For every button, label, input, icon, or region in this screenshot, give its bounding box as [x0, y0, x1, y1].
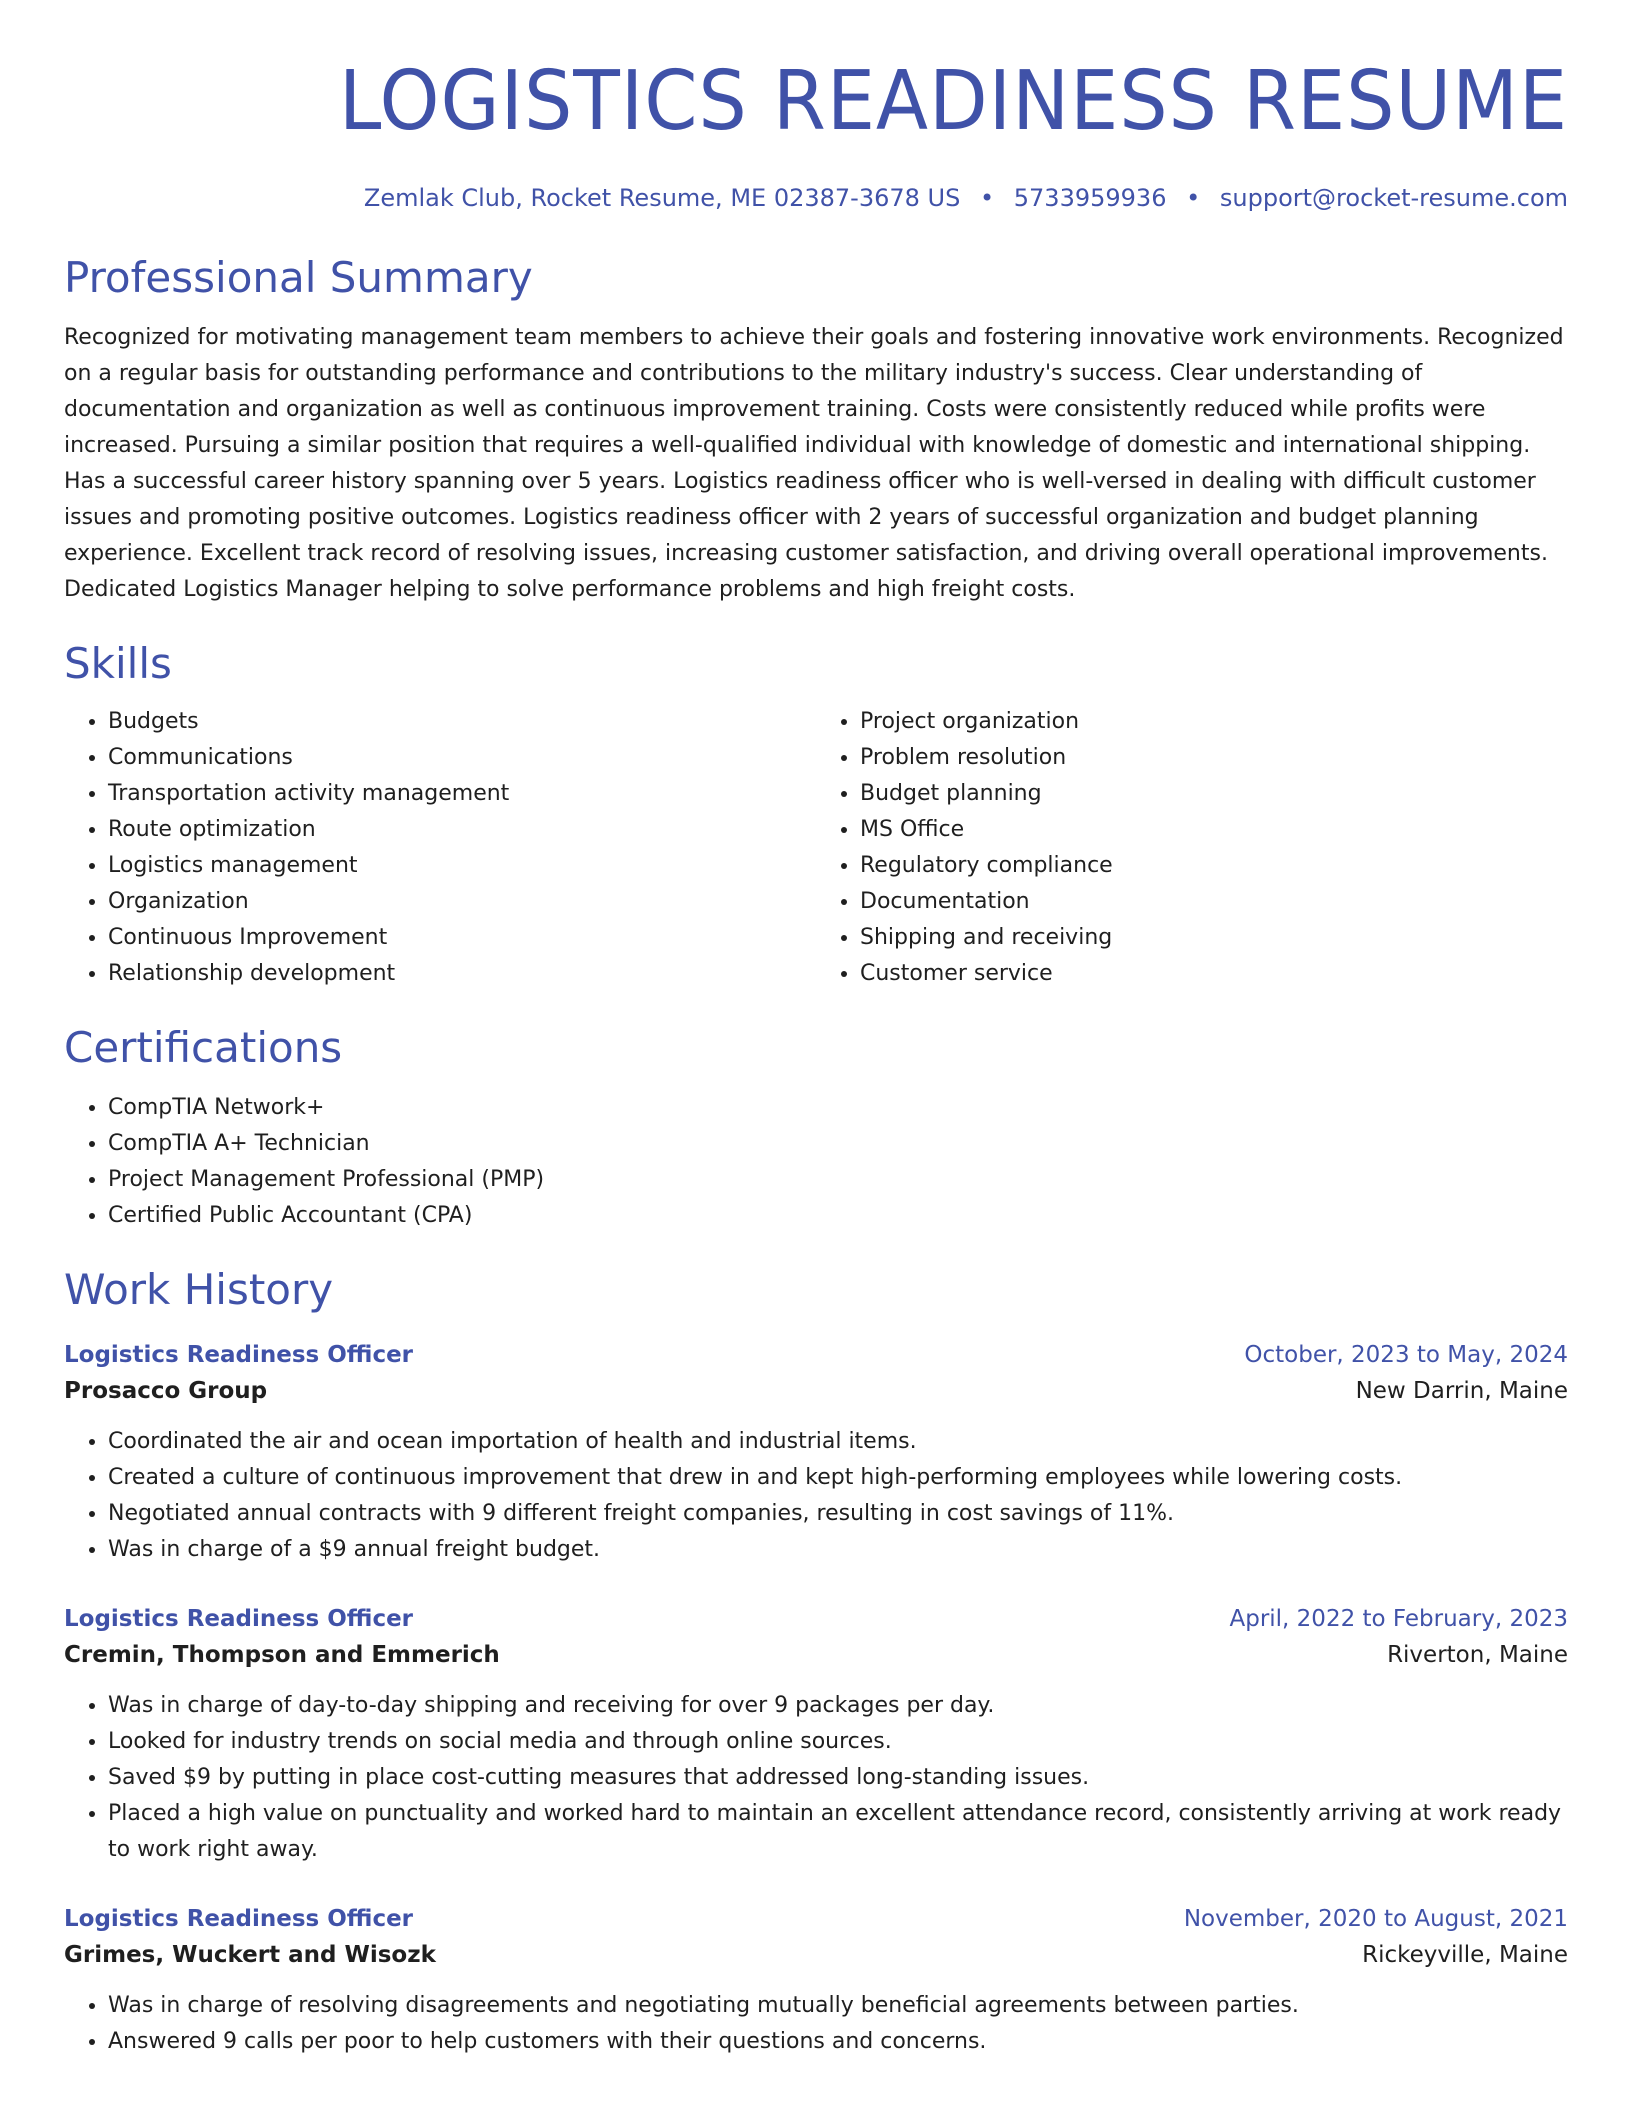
- job-header: [64, 1902, 1568, 1936]
- job-bullet: • Saved $9 by putting in place cost-cutting measures that addressed long-standing issues.: [108, 1760, 1568, 1796]
- job-employer-row: [64, 1372, 1568, 1410]
- contact-phone: 5733959936: [1013, 184, 1167, 212]
- job-entry: [64, 1902, 1568, 2060]
- summary-text: Recognized for motivating management team members to achieve their goals and fostering innovative work environments. Recognized on a regular basis for outstanding performance and contributions to the military industry's success. Clear understanding of documentation and organization as well as continuous improvement training. Costs were consistently reduced while profits were increased. Pursuing a similar position that requires a well-qualified individual with knowledge of domestic and international shipping. Has a successful career history spanning over 5 years. Logistics readiness officer who is well-versed in dealing with difficult customer issues and promoting positive outcomes. Logistics readiness officer with 2 years of successful organization and budget planning experience. Excellent track record of resolving issues, increasing customer satisfaction, and driving overall operational improvements. Dedicated Logistics Manager helping to solve performance problems and high freight costs.: [64, 325, 1564, 602]
- resume-page: [64, 52, 1568, 2060]
- job-bullet: • Created a culture of continuous improvement that drew in and kept high-performing employees while lowering costs.: [108, 1460, 1568, 1496]
- skill-item: • Shipping and receiving: [860, 920, 1568, 956]
- skill-item: • Budgets: [108, 704, 816, 740]
- job-bullet: • Was in charge of day-to-day shipping and receiving for over 9 packages per day.: [108, 1688, 1568, 1724]
- skill-item: • Continuous Improvement: [108, 920, 816, 956]
- skill-item: • Organization: [108, 884, 816, 920]
- job-bullets: [64, 1424, 1568, 1568]
- skill-item: • Logistics management: [108, 848, 816, 884]
- job-employer-row: [64, 1936, 1568, 1974]
- job-bullets: [64, 1688, 1568, 1868]
- job-bullets: [64, 1988, 1568, 2060]
- job-bullet: • Answered 9 calls per poor to help customers with their questions and concerns.: [108, 2024, 1568, 2060]
- job-header: [64, 1338, 1568, 1372]
- job-employer-row: [64, 1636, 1568, 1674]
- job-bullet: • Negotiated annual contracts with 9 different freight companies, resulting in cost savings of 11%.: [108, 1496, 1568, 1532]
- job-bullet: • Coordinated the air and ocean importation of health and industrial items.: [108, 1424, 1568, 1460]
- job-location: New Darrin, Maine: [1355, 1378, 1568, 1404]
- job-header: [64, 1602, 1568, 1636]
- contact-email: support@rocket-resume.com: [1219, 184, 1568, 212]
- contact-line: [64, 182, 1568, 214]
- job-dates: November, 2020 to August, 2021: [1183, 1906, 1568, 1932]
- skills-columns: [64, 704, 1568, 992]
- skill-item: • Communications: [108, 740, 816, 776]
- job-dates: October, 2023 to May, 2024: [1244, 1342, 1568, 1368]
- skills-list-right: [816, 704, 1568, 992]
- contact-address: Zemlak Club, Rocket Resume, ME 02387-3678 US: [363, 184, 961, 212]
- certification-item: • CompTIA A+ Technician: [108, 1126, 1568, 1162]
- skill-item: • Transportation activity management: [108, 776, 816, 812]
- skill-item: • Budget planning: [860, 776, 1568, 812]
- skill-item: • Documentation: [860, 884, 1568, 920]
- job-entry: [64, 1338, 1568, 1568]
- job-title: Logistics Readiness Officer: [64, 1342, 414, 1368]
- contact-separator: •: [979, 184, 995, 212]
- work-history-heading: Work History: [64, 1265, 334, 1314]
- contact-separator: •: [1186, 184, 1201, 212]
- certification-item: • Certified Public Accountant (CPA): [108, 1198, 1568, 1234]
- job-location: Riverton, Maine: [1387, 1642, 1568, 1668]
- skill-item: • MS Office: [860, 812, 1568, 848]
- skill-item: • Regulatory compliance: [860, 848, 1568, 884]
- skill-item: • Route optimization: [108, 812, 816, 848]
- certification-item: • CompTIA Network+: [108, 1090, 1568, 1126]
- job-title: Logistics Readiness Officer: [64, 1906, 414, 1932]
- job-bullet: • Was in charge of resolving disagreements and negotiating mutually beneficial agreements between parties.: [108, 1988, 1568, 2024]
- job-company: Prosacco Group: [64, 1378, 268, 1404]
- certification-item: • Project Management Professional (PMP): [108, 1162, 1568, 1198]
- job-bullet: • Placed a high value on punctuality and worked hard to maintain an excellent attendance record, consistently arriving at work ready to work right away.: [108, 1796, 1568, 1868]
- job-bullet: • Looked for industry trends on social media and through online sources.: [108, 1724, 1568, 1760]
- skill-item: • Customer service: [860, 956, 1568, 992]
- resume-name: LOGISTICS READINESS RESUME: [338, 54, 1568, 149]
- job-company: Grimes, Wuckert and Wisozk: [64, 1942, 436, 1968]
- certifications-list: [64, 1090, 1568, 1234]
- job-entry: [64, 1602, 1568, 1868]
- skills-list-left: [64, 704, 816, 992]
- job-dates: April, 2022 to February, 2023: [1229, 1606, 1568, 1632]
- summary-heading: Professional Summary: [64, 253, 533, 302]
- job-location: Rickeyville, Maine: [1362, 1942, 1568, 1968]
- job-title: Logistics Readiness Officer: [64, 1606, 414, 1632]
- skill-item: • Project organization: [860, 704, 1568, 740]
- job-bullet: • Was in charge of a $9 annual freight budget.: [108, 1532, 1568, 1568]
- skill-item: • Relationship development: [108, 956, 816, 992]
- skills-heading: Skills: [64, 639, 172, 688]
- certifications-heading: Certifications: [64, 1023, 343, 1072]
- job-company: Cremin, Thompson and Emmerich: [64, 1642, 500, 1668]
- skill-item: • Problem resolution: [860, 740, 1568, 776]
